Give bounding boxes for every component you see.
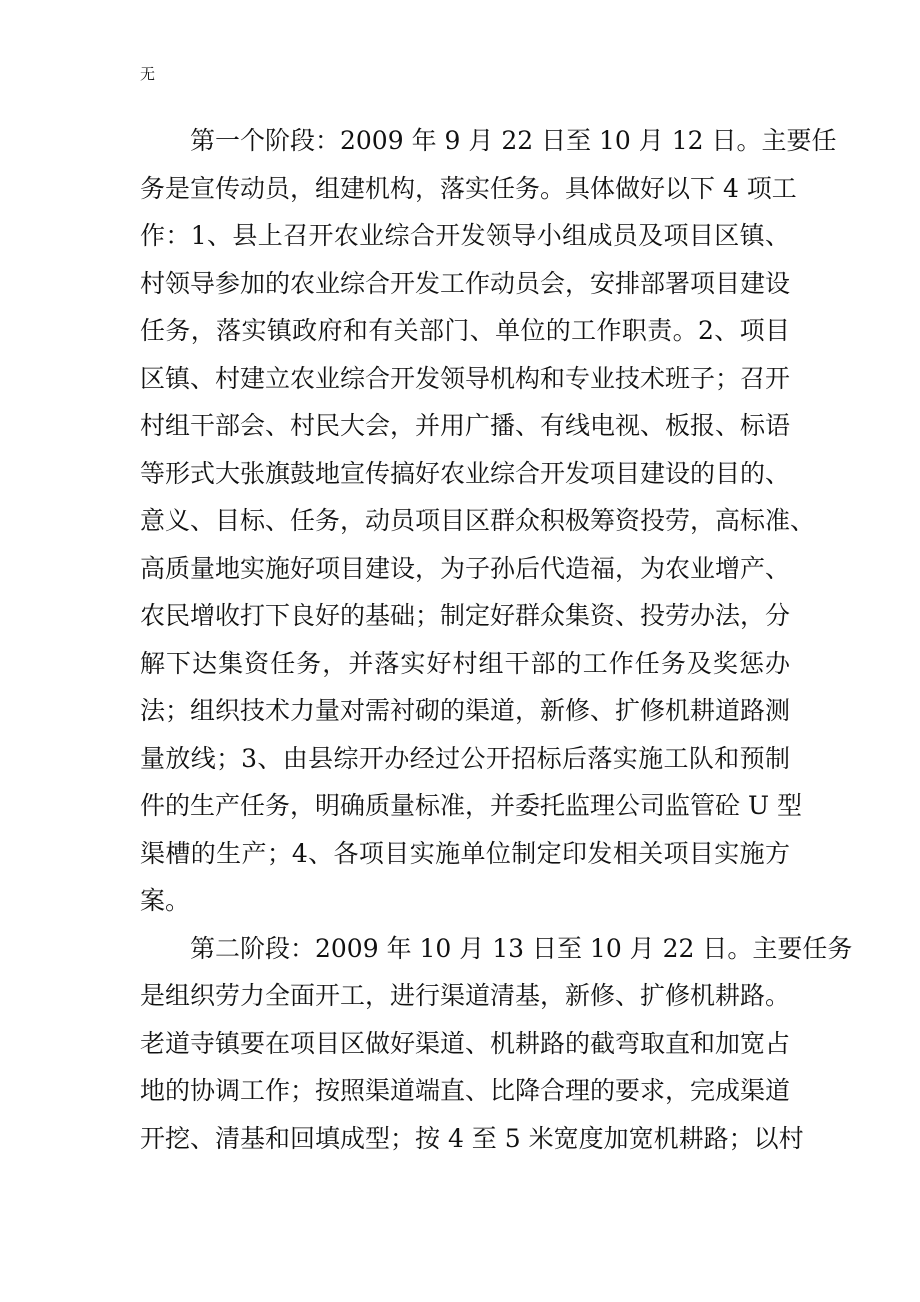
text-line: 第一个阶段：2009 年 9 月 22 日至 10 月 12 日。主要任 (190, 126, 837, 155)
text-line: 量放线；3、由县综开办经过公开招标后落实施工队和预制 (140, 743, 790, 773)
text-line: 高质量地实施好项目建设，为子孙后代造福，为农业增产、 (140, 553, 791, 583)
text-line: 件的生产任务，明确质量标准，并委托监理公司监管砼 U 型 (140, 791, 802, 820)
text-line: 案。 (140, 886, 191, 915)
text-line: 是组织劳力全面开工，进行渠道清基，新修、扩修机耕路。 (140, 981, 791, 1010)
text-line: 地的协调工作；按照渠道端直、比降合理的要求，完成渠道 (140, 1076, 791, 1105)
header-mark: 无 (140, 65, 156, 83)
text-line: 老道寺镇要在项目区做好渠道、机耕路的截弯取直和加宽占 (140, 1028, 791, 1058)
document-body (140, 117, 853, 1162)
text-line: 任务，落实镇政府和有关部门、单位的工作职责。2、项目 (140, 316, 790, 345)
text-line: 渠槽的生产；4、各项目实施单位制定印发相关项目实施方 (140, 838, 790, 868)
text-line: 开挖、清基和回填成型；按 4 至 5 米宽度加宽机耕路；以村 (140, 1123, 804, 1153)
text-line: 解下达集资任务，并落实好村组干部的工作任务及奖惩办 (140, 648, 790, 678)
paragraph-stage-1 (140, 117, 837, 925)
text-line: 第二阶段：2009 年 10 月 13 日至 10 月 22 日。主要任务 (190, 933, 853, 963)
paragraph-stage-2 (140, 925, 853, 1163)
text-line: 等形式大张旗鼓地宣传搞好农业综合开发项目建设的目的、 (140, 458, 791, 488)
text-line: 作：1、县上召开农业综合开发领导小组成员及项目区镇、 (140, 221, 790, 250)
text-line: 意义、目标、任务，动员项目区群众积极筹资投劳，高标准、 (140, 506, 816, 535)
text-line: 区镇、村建立农业综合开发领导机构和专业技术班子；召开 (140, 363, 791, 393)
text-line: 农民增收打下良好的基础；制定好群众集资、投劳办法，分 (140, 601, 791, 630)
text-line: 村组干部会、村民大会，并用广播、有线电视、板报、标语 (140, 411, 791, 440)
text-line: 务是宣传动员，组建机构，落实任务。具体做好以下 4 项工 (140, 173, 797, 203)
text-line: 村领导参加的农业综合开发工作动员会，安排部署项目建设 (140, 268, 791, 298)
text-line: 法；组织技术力量对需衬砌的渠道，新修、扩修机耕道路测 (140, 696, 791, 725)
